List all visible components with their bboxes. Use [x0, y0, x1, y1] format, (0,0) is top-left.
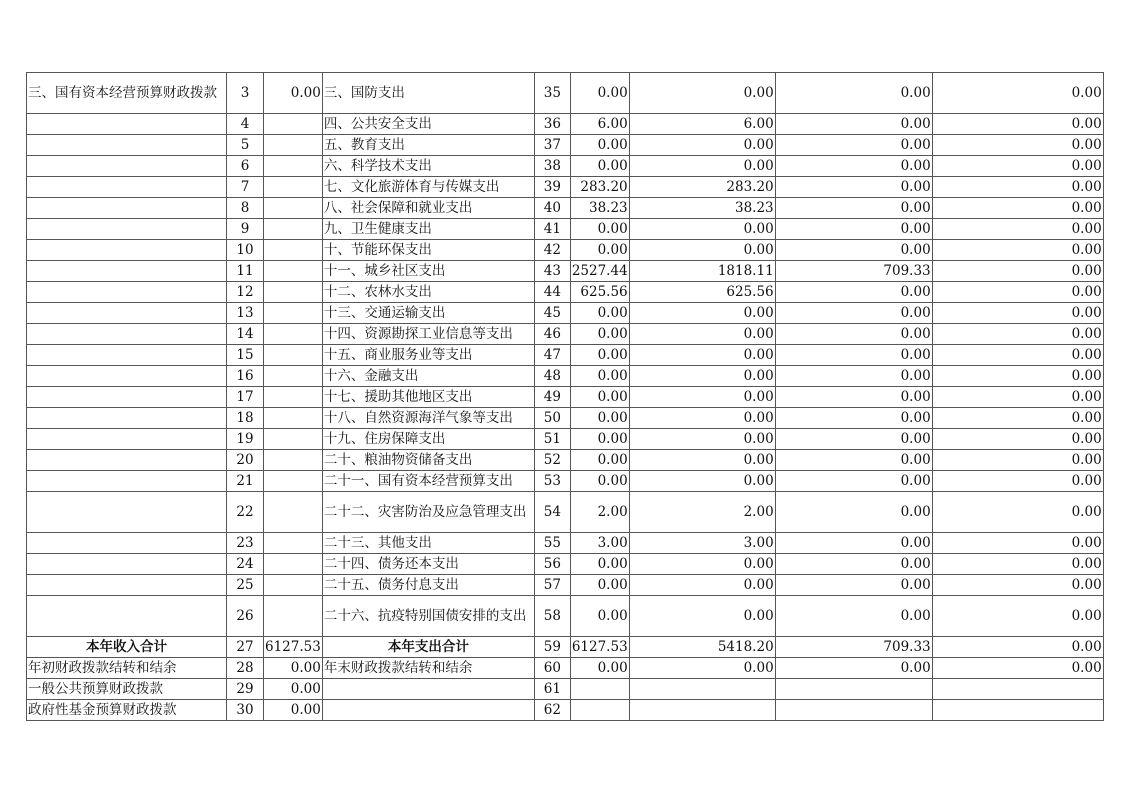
table-row	[27, 492, 1104, 533]
income-item-cell	[27, 387, 227, 408]
project-expense-cell: 0.00	[775, 658, 932, 679]
income-item-cell	[27, 114, 227, 135]
expense-line-no-cell: 39	[534, 177, 570, 198]
basic-expense-cell: 283.20	[629, 177, 775, 198]
expense-line-no-cell: 36	[534, 114, 570, 135]
expense-item-cell: 十七、援助其他地区支出	[322, 387, 534, 408]
other-expense-cell: 0.00	[932, 303, 1103, 324]
project-expense-cell: 0.00	[775, 303, 932, 324]
income-line-no-cell: 11	[227, 261, 264, 282]
income-item-cell	[27, 345, 227, 366]
other-expense-cell: 0.00	[932, 637, 1103, 658]
basic-expense-cell: 0.00	[629, 219, 775, 240]
table-row	[27, 596, 1104, 637]
expense-item-cell: 九、卫生健康支出	[322, 219, 534, 240]
table-row	[27, 533, 1104, 554]
income-item-cell	[27, 533, 227, 554]
basic-expense-cell: 0.00	[629, 324, 775, 345]
basic-expense-cell: 0.00	[629, 471, 775, 492]
income-item-cell: 本年收入合计	[27, 637, 227, 658]
income-line-no-cell: 7	[227, 177, 264, 198]
income-line-no-cell: 16	[227, 366, 264, 387]
project-expense-cell: 0.00	[775, 596, 932, 637]
income-item-cell	[27, 240, 227, 261]
income-line-no-cell: 12	[227, 282, 264, 303]
project-expense-cell: 0.00	[775, 324, 932, 345]
expense-total-cell: 38.23	[570, 198, 629, 219]
expense-line-no-cell: 62	[534, 700, 570, 721]
table-row	[27, 679, 1104, 700]
income-item-cell	[27, 596, 227, 637]
income-line-no-cell: 20	[227, 450, 264, 471]
table-row	[27, 345, 1104, 366]
income-amount-cell	[264, 596, 323, 637]
project-expense-cell: 0.00	[775, 282, 932, 303]
income-amount-cell	[264, 492, 323, 533]
expense-item-cell: 三、国防支出	[322, 73, 534, 114]
income-amount-cell	[264, 366, 323, 387]
income-item-cell: 政府性基金预算财政拨款	[27, 700, 227, 721]
expense-line-no-cell: 40	[534, 198, 570, 219]
expense-line-no-cell: 45	[534, 303, 570, 324]
basic-expense-cell: 0.00	[629, 554, 775, 575]
other-expense-cell: 0.00	[932, 198, 1103, 219]
expense-total-cell: 0.00	[570, 387, 629, 408]
expense-item-cell: 二十一、国有资本经营预算支出	[322, 471, 534, 492]
expense-total-cell: 2.00	[570, 492, 629, 533]
basic-expense-cell: 0.00	[629, 73, 775, 114]
other-expense-cell: 0.00	[932, 408, 1103, 429]
table-row	[27, 240, 1104, 261]
income-amount-cell	[264, 240, 323, 261]
income-item-cell	[27, 554, 227, 575]
income-line-no-cell: 27	[227, 637, 264, 658]
basic-expense-cell: 0.00	[629, 575, 775, 596]
expense-total-cell: 0.00	[570, 240, 629, 261]
other-expense-cell: 0.00	[932, 596, 1103, 637]
expense-line-no-cell: 61	[534, 679, 570, 700]
expense-line-no-cell: 54	[534, 492, 570, 533]
expense-item-cell: 十五、商业服务业等支出	[322, 345, 534, 366]
expense-total-cell: 0.00	[570, 345, 629, 366]
expense-item-cell: 二十、粮油物资储备支出	[322, 450, 534, 471]
basic-expense-cell: 0.00	[629, 135, 775, 156]
income-amount-cell	[264, 471, 323, 492]
other-expense-cell	[932, 700, 1103, 721]
project-expense-cell: 0.00	[775, 533, 932, 554]
expense-item-cell: 十九、住房保障支出	[322, 429, 534, 450]
basic-expense-cell: 2.00	[629, 492, 775, 533]
table-row	[27, 637, 1104, 658]
table-row	[27, 429, 1104, 450]
income-item-cell	[27, 492, 227, 533]
income-item-cell	[27, 261, 227, 282]
expense-line-no-cell: 56	[534, 554, 570, 575]
other-expense-cell	[932, 679, 1103, 700]
expense-item-cell: 十一、城乡社区支出	[322, 261, 534, 282]
income-item-cell	[27, 177, 227, 198]
basic-expense-cell: 0.00	[629, 156, 775, 177]
expense-line-no-cell: 37	[534, 135, 570, 156]
other-expense-cell: 0.00	[932, 114, 1103, 135]
other-expense-cell: 0.00	[932, 177, 1103, 198]
expense-item-cell: 二十五、债务付息支出	[322, 575, 534, 596]
expense-total-cell: 0.00	[570, 471, 629, 492]
income-amount-cell	[264, 324, 323, 345]
table-row	[27, 73, 1104, 114]
expense-total-cell: 0.00	[570, 408, 629, 429]
project-expense-cell: 709.33	[775, 637, 932, 658]
expense-item-cell: 十八、自然资源海洋气象等支出	[322, 408, 534, 429]
basic-expense-cell: 625.56	[629, 282, 775, 303]
income-item-cell	[27, 324, 227, 345]
table-row	[27, 575, 1104, 596]
expense-item-cell: 五、教育支出	[322, 135, 534, 156]
other-expense-cell: 0.00	[932, 450, 1103, 471]
income-line-no-cell: 17	[227, 387, 264, 408]
expense-total-cell: 625.56	[570, 282, 629, 303]
basic-expense-cell: 0.00	[629, 303, 775, 324]
table-row	[27, 177, 1104, 198]
expense-total-cell	[570, 700, 629, 721]
expense-line-no-cell: 58	[534, 596, 570, 637]
income-amount-cell	[264, 408, 323, 429]
income-item-cell	[27, 366, 227, 387]
income-item-cell	[27, 135, 227, 156]
basic-expense-cell: 5418.20	[629, 637, 775, 658]
income-amount-cell: 0.00	[264, 700, 323, 721]
table-row	[27, 658, 1104, 679]
income-line-no-cell: 13	[227, 303, 264, 324]
table-row	[27, 303, 1104, 324]
other-expense-cell: 0.00	[932, 366, 1103, 387]
expense-line-no-cell: 42	[534, 240, 570, 261]
expense-total-cell	[570, 679, 629, 700]
basic-expense-cell: 0.00	[629, 658, 775, 679]
income-item-cell	[27, 450, 227, 471]
project-expense-cell: 709.33	[775, 261, 932, 282]
expense-total-cell: 0.00	[570, 450, 629, 471]
expense-total-cell: 0.00	[570, 303, 629, 324]
project-expense-cell	[775, 679, 932, 700]
income-line-no-cell: 9	[227, 219, 264, 240]
income-item-cell	[27, 429, 227, 450]
project-expense-cell: 0.00	[775, 198, 932, 219]
other-expense-cell: 0.00	[932, 135, 1103, 156]
table-row	[27, 700, 1104, 721]
expense-line-no-cell: 48	[534, 366, 570, 387]
project-expense-cell: 0.00	[775, 219, 932, 240]
expense-item-cell	[322, 679, 534, 700]
table-row	[27, 282, 1104, 303]
income-amount-cell: 6127.53	[264, 637, 323, 658]
income-line-no-cell: 15	[227, 345, 264, 366]
expense-total-cell: 0.00	[570, 596, 629, 637]
income-amount-cell	[264, 450, 323, 471]
project-expense-cell: 0.00	[775, 156, 932, 177]
table-row	[27, 219, 1104, 240]
project-expense-cell: 0.00	[775, 554, 932, 575]
expense-total-cell: 0.00	[570, 219, 629, 240]
expense-line-no-cell: 44	[534, 282, 570, 303]
income-line-no-cell: 24	[227, 554, 264, 575]
expense-line-no-cell: 43	[534, 261, 570, 282]
expense-line-no-cell: 35	[534, 73, 570, 114]
expense-total-cell: 6127.53	[570, 637, 629, 658]
expense-total-cell: 0.00	[570, 575, 629, 596]
income-line-no-cell: 3	[227, 73, 264, 114]
expense-line-no-cell: 55	[534, 533, 570, 554]
expense-item-cell: 六、科学技术支出	[322, 156, 534, 177]
basic-expense-cell: 0.00	[629, 387, 775, 408]
table-row	[27, 198, 1104, 219]
income-amount-cell	[264, 429, 323, 450]
other-expense-cell: 0.00	[932, 240, 1103, 261]
income-amount-cell	[264, 177, 323, 198]
expense-line-no-cell: 52	[534, 450, 570, 471]
table-row	[27, 324, 1104, 345]
project-expense-cell: 0.00	[775, 492, 932, 533]
income-line-no-cell: 5	[227, 135, 264, 156]
expense-total-cell: 0.00	[570, 324, 629, 345]
project-expense-cell: 0.00	[775, 240, 932, 261]
other-expense-cell: 0.00	[932, 658, 1103, 679]
income-item-cell: 三、国有资本经营预算财政拨款	[27, 73, 227, 114]
project-expense-cell: 0.00	[775, 450, 932, 471]
income-line-no-cell: 29	[227, 679, 264, 700]
expense-total-cell: 0.00	[570, 73, 629, 114]
basic-expense-cell: 0.00	[629, 450, 775, 471]
income-item-cell	[27, 282, 227, 303]
income-line-no-cell: 18	[227, 408, 264, 429]
income-item-cell: 一般公共预算财政拨款	[27, 679, 227, 700]
expense-line-no-cell: 38	[534, 156, 570, 177]
expense-line-no-cell: 60	[534, 658, 570, 679]
other-expense-cell: 0.00	[932, 533, 1103, 554]
basic-expense-cell: 0.00	[629, 240, 775, 261]
income-amount-cell: 0.00	[264, 658, 323, 679]
expense-total-cell: 0.00	[570, 135, 629, 156]
other-expense-cell: 0.00	[932, 261, 1103, 282]
income-item-cell	[27, 303, 227, 324]
expense-line-no-cell: 41	[534, 219, 570, 240]
income-line-no-cell: 4	[227, 114, 264, 135]
project-expense-cell: 0.00	[775, 387, 932, 408]
income-line-no-cell: 8	[227, 198, 264, 219]
table-row	[27, 156, 1104, 177]
project-expense-cell	[775, 700, 932, 721]
expense-total-cell: 0.00	[570, 658, 629, 679]
table-row	[27, 114, 1104, 135]
other-expense-cell: 0.00	[932, 471, 1103, 492]
income-item-cell	[27, 156, 227, 177]
income-item-cell: 年初财政拨款结转和结余	[27, 658, 227, 679]
income-amount-cell	[264, 198, 323, 219]
table-row	[27, 135, 1104, 156]
other-expense-cell: 0.00	[932, 492, 1103, 533]
basic-expense-cell	[629, 679, 775, 700]
income-amount-cell	[264, 387, 323, 408]
other-expense-cell: 0.00	[932, 73, 1103, 114]
income-item-cell	[27, 471, 227, 492]
other-expense-cell: 0.00	[932, 282, 1103, 303]
other-expense-cell: 0.00	[932, 575, 1103, 596]
income-item-cell	[27, 575, 227, 596]
table-body	[27, 73, 1104, 721]
table-row	[27, 261, 1104, 282]
basic-expense-cell: 38.23	[629, 198, 775, 219]
income-amount-cell	[264, 135, 323, 156]
expense-item-cell: 二十三、其他支出	[322, 533, 534, 554]
income-amount-cell	[264, 554, 323, 575]
project-expense-cell: 0.00	[775, 429, 932, 450]
expense-item-cell: 二十二、灾害防治及应急管理支出	[322, 492, 534, 533]
other-expense-cell: 0.00	[932, 387, 1103, 408]
basic-expense-cell: 0.00	[629, 366, 775, 387]
expense-total-cell: 0.00	[570, 554, 629, 575]
income-amount-cell	[264, 156, 323, 177]
other-expense-cell: 0.00	[932, 429, 1103, 450]
income-line-no-cell: 22	[227, 492, 264, 533]
project-expense-cell: 0.00	[775, 366, 932, 387]
other-expense-cell: 0.00	[932, 324, 1103, 345]
expense-item-cell: 二十六、抗疫特别国债安排的支出	[322, 596, 534, 637]
income-line-no-cell: 25	[227, 575, 264, 596]
income-line-no-cell: 30	[227, 700, 264, 721]
income-amount-cell	[264, 533, 323, 554]
other-expense-cell: 0.00	[932, 156, 1103, 177]
expense-item-cell	[322, 700, 534, 721]
expense-total-cell: 2527.44	[570, 261, 629, 282]
income-amount-cell	[264, 219, 323, 240]
basic-expense-cell: 0.00	[629, 429, 775, 450]
income-amount-cell	[264, 575, 323, 596]
expense-line-no-cell: 47	[534, 345, 570, 366]
expense-item-cell: 年末财政拨款结转和结余	[322, 658, 534, 679]
income-amount-cell	[264, 261, 323, 282]
expense-item-cell: 八、社会保障和就业支出	[322, 198, 534, 219]
other-expense-cell: 0.00	[932, 345, 1103, 366]
expense-line-no-cell: 57	[534, 575, 570, 596]
basic-expense-cell: 6.00	[629, 114, 775, 135]
table-row	[27, 554, 1104, 575]
project-expense-cell: 0.00	[775, 345, 932, 366]
income-line-no-cell: 6	[227, 156, 264, 177]
basic-expense-cell: 0.00	[629, 596, 775, 637]
expense-line-no-cell: 49	[534, 387, 570, 408]
basic-expense-cell: 0.00	[629, 408, 775, 429]
expense-item-cell: 本年支出合计	[322, 637, 534, 658]
expense-total-cell: 6.00	[570, 114, 629, 135]
income-line-no-cell: 19	[227, 429, 264, 450]
income-amount-cell	[264, 345, 323, 366]
project-expense-cell: 0.00	[775, 114, 932, 135]
income-amount-cell	[264, 114, 323, 135]
table-row	[27, 387, 1104, 408]
expense-item-cell: 七、文化旅游体育与传媒支出	[322, 177, 534, 198]
expense-item-cell: 十四、资源勘探工业信息等支出	[322, 324, 534, 345]
project-expense-cell: 0.00	[775, 575, 932, 596]
table-row	[27, 366, 1104, 387]
project-expense-cell: 0.00	[775, 471, 932, 492]
income-line-no-cell: 14	[227, 324, 264, 345]
table-row	[27, 471, 1104, 492]
basic-expense-cell: 3.00	[629, 533, 775, 554]
basic-expense-cell	[629, 700, 775, 721]
project-expense-cell: 0.00	[775, 177, 932, 198]
income-item-cell	[27, 219, 227, 240]
expense-line-no-cell: 50	[534, 408, 570, 429]
income-line-no-cell: 10	[227, 240, 264, 261]
basic-expense-cell: 0.00	[629, 345, 775, 366]
expense-item-cell: 十六、金融支出	[322, 366, 534, 387]
expense-item-cell: 二十四、债务还本支出	[322, 554, 534, 575]
expense-total-cell: 3.00	[570, 533, 629, 554]
expense-total-cell: 0.00	[570, 366, 629, 387]
other-expense-cell: 0.00	[932, 219, 1103, 240]
expense-line-no-cell: 59	[534, 637, 570, 658]
expense-item-cell: 四、公共安全支出	[322, 114, 534, 135]
expense-total-cell: 283.20	[570, 177, 629, 198]
income-amount-cell	[264, 282, 323, 303]
expense-item-cell: 十、节能环保支出	[322, 240, 534, 261]
expense-line-no-cell: 46	[534, 324, 570, 345]
income-line-no-cell: 26	[227, 596, 264, 637]
income-line-no-cell: 21	[227, 471, 264, 492]
income-line-no-cell: 28	[227, 658, 264, 679]
income-line-no-cell: 23	[227, 533, 264, 554]
expense-total-cell: 0.00	[570, 156, 629, 177]
expense-total-cell: 0.00	[570, 429, 629, 450]
income-amount-cell: 0.00	[264, 679, 323, 700]
project-expense-cell: 0.00	[775, 73, 932, 114]
expense-line-no-cell: 51	[534, 429, 570, 450]
income-amount-cell	[264, 303, 323, 324]
expense-line-no-cell: 53	[534, 471, 570, 492]
income-item-cell	[27, 198, 227, 219]
project-expense-cell: 0.00	[775, 408, 932, 429]
basic-expense-cell: 1818.11	[629, 261, 775, 282]
other-expense-cell: 0.00	[932, 554, 1103, 575]
expense-item-cell: 十三、交通运输支出	[322, 303, 534, 324]
table-row	[27, 408, 1104, 429]
expense-item-cell: 十二、农林水支出	[322, 282, 534, 303]
budget-table	[26, 72, 1104, 721]
income-item-cell	[27, 408, 227, 429]
income-amount-cell: 0.00	[264, 73, 323, 114]
table-row	[27, 450, 1104, 471]
project-expense-cell: 0.00	[775, 135, 932, 156]
